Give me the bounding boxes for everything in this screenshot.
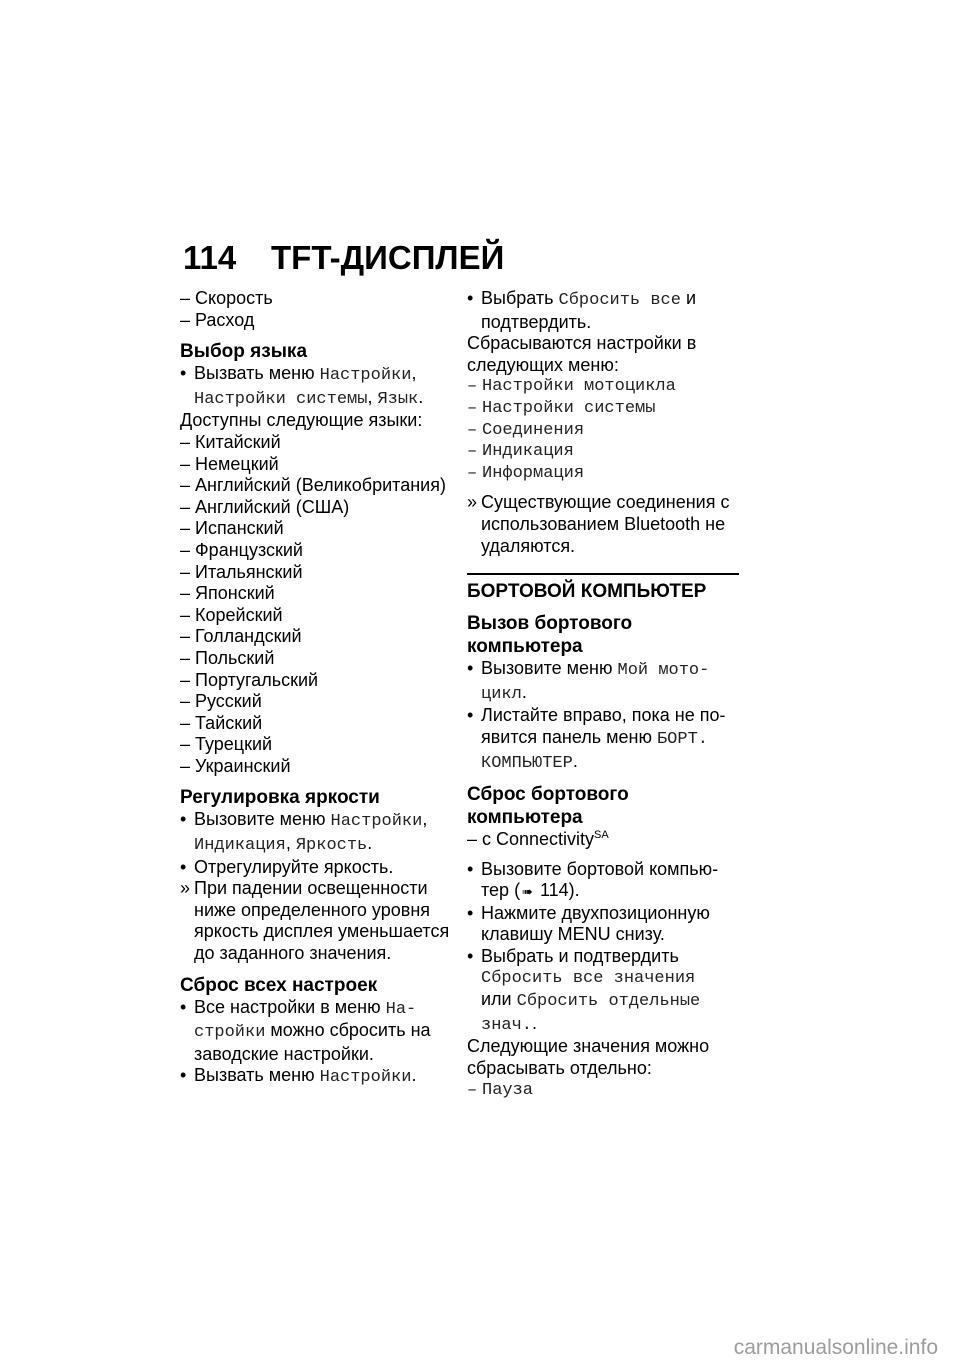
list-item: – Соединения [467,420,739,442]
bullet-icon: • [467,705,474,726]
list-item: – Корейский [180,605,450,627]
list-item: – Расход [180,310,450,332]
list-item: – Польский [180,648,450,670]
reset-bc-step-1-cont: тер ( ➠ 114). [481,880,580,901]
list-item: – Китайский [180,432,450,454]
reset-menus-intro: Сбрасываются настройки в [467,333,697,354]
connectivity-option: – с Connectivity$^{SA}$ [467,829,739,851]
list-item: – Тайский [180,713,450,735]
result-icon: » [180,878,191,899]
bluetooth-result: » Существующие соединения с [467,492,730,513]
swipe-step-cont: КОМПЬЮТЕР. [481,750,578,773]
brightness-heading: Регулировка яркости [180,787,380,809]
list-item: – Немецкий [180,454,450,476]
list-item: – Турецкий [180,734,450,756]
bluetooth-result-cont: удаляются. [481,535,576,556]
bluetooth-result-cont: использованием Bluetooth не [481,513,726,534]
list-item: – Голландский [180,626,450,648]
brightness-call-step: • Вызовите меню Настройки, [180,809,428,832]
swipe-step-cont: явится панель меню БОРТ. [481,726,708,749]
language-call-step: • Вызвать меню Настройки, [180,363,417,386]
bullet-icon: • [180,996,187,1017]
list-item: – Французский [180,540,450,562]
language-heading: Выбор языка [180,341,308,363]
right-column [467,288,739,1101]
brightness-adjust-step: • Отрегулируйте яркость. [180,856,394,877]
reset-bc-step-3-cont: или Сбросить отдельные [481,989,701,1012]
brightness-call-step-cont: Индикация, Яркость. [194,833,373,856]
reset-bc-step-3-cont: Сбросить все значения [481,968,696,988]
list-item: – Японский [180,583,450,605]
reset-all-info-cont: заводские настройки. [194,1043,374,1064]
bullet-icon: • [467,946,474,967]
individual-intro: сбрасывать отдельно: [467,1058,652,1079]
reset-all-call-step: • Вызвать меню Настройки. [180,1065,417,1088]
languages-list [180,432,450,778]
brightness-result-cont: до заданного значения. [194,943,392,964]
page-header [183,238,504,278]
bullet-icon: • [467,902,474,923]
bullet-icon: • [180,1065,187,1086]
bullet-icon: • [180,809,187,830]
reset-all-select-step-cont: подтвердить. [481,311,592,332]
reset-all-select-step: • Выбрать Сбросить все и [467,288,696,310]
list-item: – Испанский [180,518,450,540]
list-item: – Итальянский [180,562,450,584]
reset-menus-intro: следующих меню: [467,354,619,375]
reset-bc-step-2-cont: клавишу MENU снизу. [481,924,665,945]
list-item: – Скорость [180,288,450,310]
left-column [180,288,450,1089]
result-icon: » [467,492,478,513]
section-title: БОРТОВОЙ КОМПЬЮТЕР [467,581,707,603]
list-item: – Русский [180,691,450,713]
reset-bc-step-3: • Выбрать и подтвердить [467,946,679,967]
reset-bc-heading: Сброс бортового компьютера [467,784,629,829]
reset-all-info-cont: стройки можно сбросить на [194,1020,431,1043]
individual-intro: Следующие значения можно [467,1036,710,1057]
list-item: – Настройки системы [467,398,739,420]
bullet-icon: • [467,658,474,679]
reset-bc-step-3-cont: знач.. [481,1012,538,1035]
bullet-icon: • [180,856,187,877]
reset-all-info: • Все настройки в меню На- [180,996,417,1019]
reset-bc-step-1: • Вызовите бортовой компью- [467,858,719,879]
call-bc-heading: Вызов бортового компьютера [467,613,633,658]
brightness-result-cont: яркость дисплея уменьшается [194,921,450,942]
page-title: TFT-ДИСПЛЕЙ [271,239,505,276]
list-item: – Английский (США) [180,497,450,519]
brightness-result: » При падении освещенности [180,878,428,899]
reset-bc-step-2: • Нажмите двухпозиционную [467,902,710,923]
list-item: – Индикация [467,441,739,463]
watermark: carmanualsonline.info [733,1336,938,1359]
list-item: – Информация [467,463,739,485]
list-item: – Пауза [467,1080,739,1102]
language-call-step-cont: Настройки системы, Язык. [194,386,424,409]
swipe-step: • Листайте вправо, пока не по- [467,705,726,726]
languages-intro: Доступны следующие языки: [180,410,423,431]
call-bc-step: • Вызовите меню Мой мото- [467,658,710,681]
reset-menus-list [467,376,739,484]
list-item: – Английский (Великобритания) [180,475,450,497]
page-number: 114 [183,239,237,276]
reset-all-heading: Сброс всех настроек [180,974,378,996]
bullet-icon: • [180,363,187,384]
section-divider [467,573,739,603]
arrow-icon: ➠ [522,884,533,900]
list-item: – Настройки мотоцикла [467,376,739,398]
brightness-result-cont: ниже определенного уровня [194,899,431,920]
list-item: – Португальский [180,670,450,692]
bullet-icon: • [467,288,474,308]
bullet-icon: • [467,858,474,879]
option-superscript: SA [594,829,609,842]
call-bc-step-cont: цикл. [481,681,527,704]
list-item: – Украинский [180,756,450,778]
